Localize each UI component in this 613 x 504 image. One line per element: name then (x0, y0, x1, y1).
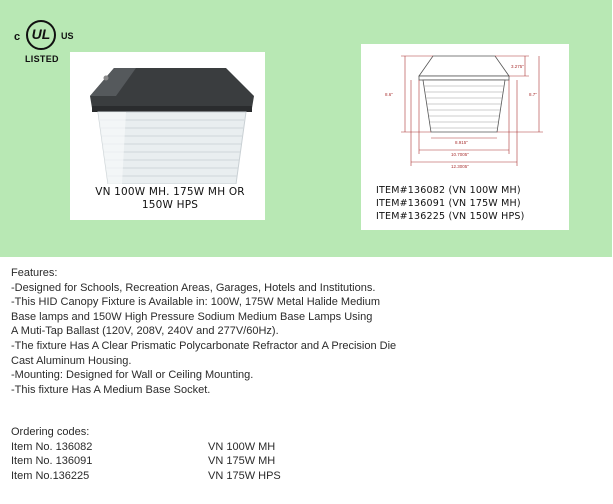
fixture-screw (104, 76, 109, 81)
dim-bottom-width-label: 8.915" (455, 140, 468, 145)
dim-mid-width-label: 10.7005" (451, 152, 469, 157)
ordering-item-description: VN 100W MH (208, 440, 276, 453)
caption-line-1: VN 100W MH. 175W MH OR (95, 186, 245, 198)
feature-line: -This fixture Has A Medium Base Socket. (11, 383, 211, 396)
ordering-item-number: Item No.136225 (11, 469, 90, 482)
ul-logo-c: c (14, 31, 21, 43)
ordering-item-number: Item No. 136082 (11, 440, 93, 453)
dim-height-label: 8.6" (385, 92, 393, 97)
dim-housing-label: 3.275" (511, 64, 524, 69)
ordering-codes-section (11, 425, 601, 483)
drawing-housing (419, 56, 509, 76)
ordering-row (11, 469, 601, 484)
item-number-line: ITEM#136225 (VN 150W HPS) (376, 211, 525, 222)
ul-logo-us: US (61, 31, 74, 41)
ul-logo-listed: LISTED (25, 54, 59, 64)
drawing-rim (419, 76, 509, 80)
ordering-item-number: Item No. 136091 (11, 455, 93, 468)
feature-line: -This HID Canopy Fixture is Available in: 100W, 175W Metal Halide Medium (11, 296, 381, 309)
item-number-line: ITEM#136082 (VN 100W MH) (376, 185, 521, 196)
feature-line: -The fixture Has A Clear Prismatic Polycarbonate Refractor and A Precision Die (11, 339, 397, 352)
dim-total-height-label: 8.7" (529, 92, 537, 97)
ordering-heading: Ordering codes: (11, 426, 90, 438)
features-heading: Features: (11, 267, 58, 279)
item-number-line: ITEM#136091 (VN 175W MH) (376, 198, 521, 209)
feature-line: -Mounting: Designed for Wall or Ceiling Mounting. (11, 369, 254, 382)
feature-line: -Designed for Schools, Recreation Areas, Garages, Hotels and Institutions. (11, 281, 376, 294)
dim-total-width-label: 12.3005" (451, 164, 469, 169)
drawing-refractor (423, 80, 505, 132)
fixture-dimension-drawing (371, 48, 551, 178)
canopy-fixture-image (76, 56, 260, 184)
fixture-rim (92, 106, 252, 112)
caption-line-2: 150W HPS (141, 199, 199, 211)
ordering-item-description: VN 175W MH (208, 455, 276, 468)
ul-logo-mark: UL (26, 20, 56, 50)
feature-line: Cast Aluminum Housing. (11, 354, 132, 367)
feature-line: A Muti-Tap Ballast (120V, 208V, 240V and 277V/60Hz). (11, 325, 279, 338)
product-photo-caption (70, 186, 270, 212)
item-number-list (376, 184, 566, 223)
feature-line: Base lamps and 150W High Pressure Sodium Medium Base Lamps Using (11, 310, 373, 323)
ordering-item-description: VN 175W HPS (208, 469, 281, 482)
ordering-row (11, 440, 601, 455)
refractor-shine (98, 112, 126, 184)
ordering-row (11, 454, 601, 469)
features-section (11, 266, 601, 397)
